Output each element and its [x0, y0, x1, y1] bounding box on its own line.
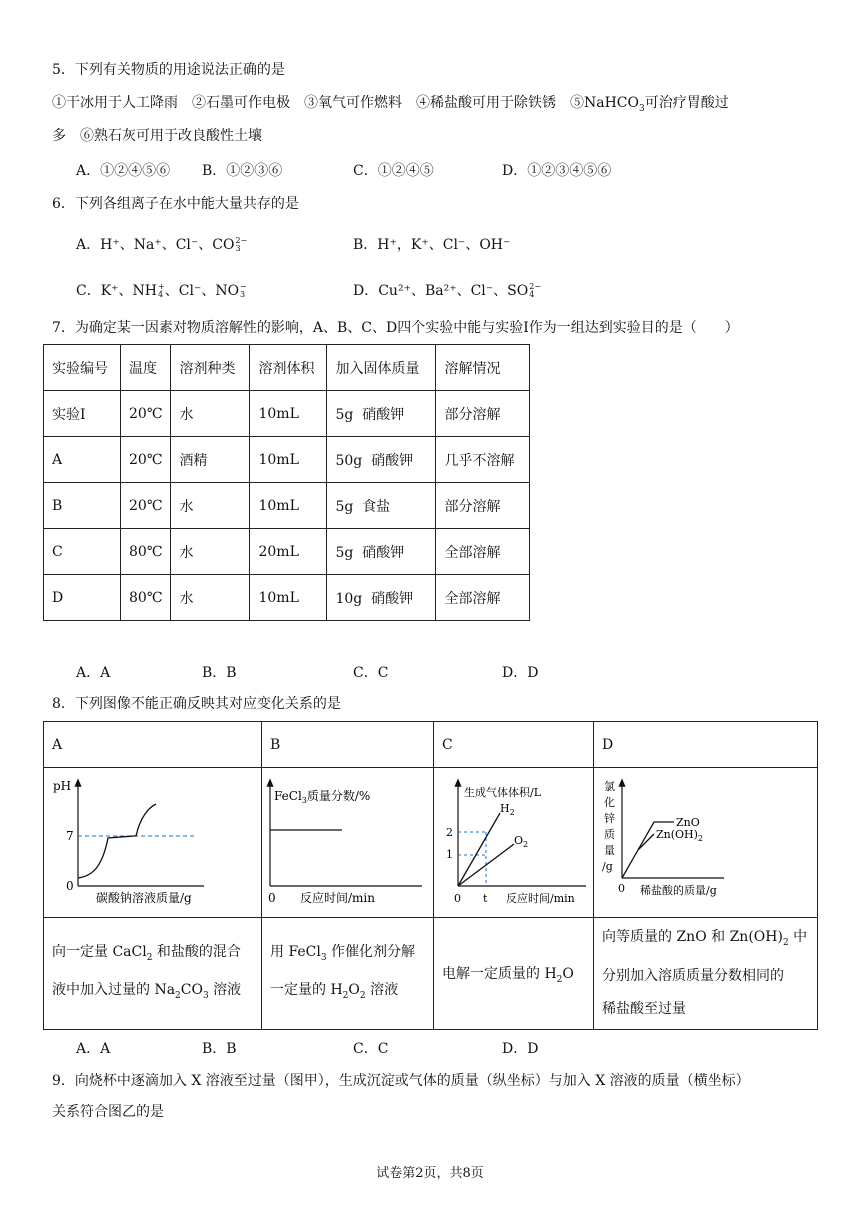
q8-option-c[interactable]: C．C	[353, 1041, 389, 1057]
header-cell: 溶解情况	[436, 345, 530, 391]
table-header-row	[44, 722, 818, 768]
table-cell: 水	[171, 391, 250, 437]
q7-option-b[interactable]: B．B	[202, 665, 237, 681]
header-cell: 溶剂体积	[250, 345, 327, 391]
q5-option-a[interactable]: A．①②④⑤⑥	[76, 163, 171, 179]
x-axis-label: 反应时间/min	[506, 892, 575, 905]
table-cell: 80℃	[121, 529, 171, 575]
zno-label: ZnO	[676, 816, 700, 829]
table-cell: 部分溶解	[436, 483, 530, 529]
table-cell: 5g 硝酸钾	[327, 391, 436, 437]
q9-stem-line1: 9．向烧杯中逐滴加入 X 溶液至过量（图甲），生成沉淀或气体的质量（纵坐标）与加入 X 溶液的质量（横坐标）	[52, 1073, 750, 1089]
graph-c	[434, 768, 593, 913]
table-cell: 水	[171, 529, 250, 575]
table-cell: 10mL	[250, 483, 327, 529]
svg-text:量: 量	[604, 844, 615, 857]
q5-items-line1: ①干冰用于人工降雨 ②石墨可作电极 ③氧气可作燃料 ④稀盐酸可用于除铁锈 ⑤NaHCO$_3$可治疗胃酸过	[52, 95, 729, 114]
description-b: 用 FeCl$_3$ 作催化剂分解 一定量的 $H_2O_2$ 溶液	[262, 918, 434, 1030]
table-cell: 80℃	[121, 575, 171, 621]
y-axis-label: 生成气体体积/L	[464, 786, 542, 799]
origin: 0	[618, 882, 625, 895]
q8-option-a[interactable]: A．A	[76, 1041, 111, 1057]
svg-text:锌: 锌	[604, 812, 615, 825]
header-cell: D	[594, 722, 818, 768]
graph-a-cell	[44, 768, 262, 918]
table-cell: 5g 食盐	[327, 483, 436, 529]
header-cell: 加入固体质量	[327, 345, 436, 391]
page-footer: 试卷第2页，共8页	[376, 1166, 484, 1181]
ph-curve	[78, 804, 156, 878]
table-cell: 全部溶解	[436, 529, 530, 575]
header-cell: A	[44, 722, 262, 768]
table-cell: 酒精	[171, 437, 250, 483]
description-row	[44, 918, 818, 1030]
graph-d	[594, 768, 817, 913]
q6-option-a[interactable]: A．H⁺、Na⁺、Cl⁻、CO 2− 3	[76, 236, 248, 253]
q9-stem-line2: 关系符合图乙的是	[52, 1104, 164, 1120]
table-cell: 实验I	[44, 391, 121, 437]
table-cell: 20℃	[121, 437, 171, 483]
q6-option-b[interactable]: B．H⁺，K⁺、Cl⁻、OH⁻	[353, 237, 511, 253]
svg-text:质: 质	[604, 828, 615, 841]
table-cell: 50g 硝酸钾	[327, 437, 436, 483]
table-cell: 水	[171, 575, 250, 621]
origin: 0	[454, 892, 461, 905]
q7-option-a[interactable]: A．A	[76, 665, 111, 681]
table-cell: 20mL	[250, 529, 327, 575]
origin: 0	[66, 879, 74, 893]
q5-items-line2: 多 ⑥熟石灰可用于改良酸性土壤	[52, 128, 262, 144]
svg-text:氯: 氯	[604, 780, 615, 793]
svg-text:/g: /g	[602, 860, 613, 873]
header-cell: C	[434, 722, 594, 768]
q8-graph-table	[43, 721, 818, 1030]
table-cell: 几乎不溶解	[436, 437, 530, 483]
table-cell: A	[44, 437, 121, 483]
tick-t: t	[483, 892, 488, 905]
x-axis-label: 碳酸钠溶液质量/g	[96, 891, 192, 905]
table-cell: 20℃	[121, 391, 171, 437]
q8-stem: 8．下列图像不能正确反映其对应变化关系的是	[52, 696, 341, 712]
graph-b-cell	[262, 768, 434, 918]
q6-option-c[interactable]: C．K⁺、NH + 4 、Cl⁻、NO − 3	[76, 282, 247, 299]
q5-stem: 5．下列有关物质的用途说法正确的是	[52, 62, 285, 78]
description-a: 向一定量 CaCl$_2$ 和盐酸的混合 液中加入过量的 $Na_2CO_3$ 溶液	[44, 918, 262, 1030]
q5-option-d[interactable]: D．①②③④⑤⑥	[502, 163, 612, 179]
header-cell: 实验编号	[44, 345, 121, 391]
table-cell: 水	[171, 483, 250, 529]
x-axis-label: 稀盐酸的质量/g	[640, 884, 717, 897]
table-cell: 10mL	[250, 437, 327, 483]
y-axis-label: FeCl$_3$质量分数/%	[274, 789, 371, 805]
tick-7: 7	[66, 829, 74, 843]
graph-c-cell	[434, 768, 594, 918]
znoh2-label: $Zn(OH)_2$	[656, 828, 704, 843]
q8-option-b[interactable]: B．B	[202, 1041, 237, 1057]
graph-a	[44, 768, 261, 913]
q7-option-d[interactable]: D．D	[502, 665, 539, 681]
header-cell: B	[262, 722, 434, 768]
q7-stem: 7．为确定某一因素对物质溶解性的影响，A、B、C、D四个实验中能与实验I作为一组达到实验目的是（ ）	[52, 320, 739, 336]
table-cell: 10g 硝酸钾	[327, 575, 436, 621]
origin: 0	[268, 891, 276, 905]
table-row	[44, 529, 530, 575]
graph-row	[44, 768, 818, 918]
q6-option-d[interactable]: D．Cu²⁺、Ba²⁺、Cl⁻、SO 2− 4	[353, 282, 542, 299]
table-cell: 20℃	[121, 483, 171, 529]
h2-label: $H_2$	[500, 802, 515, 817]
table-cell: B	[44, 483, 121, 529]
table-cell: 全部溶解	[436, 575, 530, 621]
x-axis-label: 反应时间/min	[300, 891, 375, 905]
graph-d-cell	[594, 768, 818, 918]
q6-stem: 6．下列各组离子在水中能大量共存的是	[52, 196, 299, 212]
graph-b	[262, 768, 433, 913]
description-c: 电解一定质量的 $H_2O$	[434, 918, 594, 1030]
description-d: 向等质量的 ZnO 和 $Zn(OH)_2$ 中 分别加入溶质质量分数相同的 稀盐酸至过量	[594, 918, 818, 1030]
table-cell: 部分溶解	[436, 391, 530, 437]
q8-option-d[interactable]: D．D	[502, 1041, 539, 1057]
table-cell: 5g 硝酸钾	[327, 529, 436, 575]
svg-text:化: 化	[604, 796, 615, 809]
q5-option-b[interactable]: B．①②③⑥	[202, 163, 283, 179]
table-header-row	[44, 345, 530, 391]
h2-line	[458, 813, 500, 886]
q7-experiment-table	[43, 344, 530, 621]
table-cell: D	[44, 575, 121, 621]
table-cell: 10mL	[250, 391, 327, 437]
header-cell: 温度	[121, 345, 171, 391]
tick-2: 2	[446, 826, 453, 839]
y-axis-label	[602, 779, 615, 873]
table-row	[44, 483, 530, 529]
tick-1: 1	[446, 848, 453, 861]
header-cell: 溶剂种类	[171, 345, 250, 391]
table-row	[44, 391, 530, 437]
table-cell: C	[44, 529, 121, 575]
y-axis-label: pH	[53, 779, 72, 793]
table-row	[44, 437, 530, 483]
table-cell: 10mL	[250, 575, 327, 621]
q7-option-c[interactable]: C．C	[353, 665, 389, 681]
table-row	[44, 575, 530, 621]
q5-option-c[interactable]: C．①②④⑤	[353, 163, 434, 179]
o2-label: $O_2$	[514, 834, 529, 849]
